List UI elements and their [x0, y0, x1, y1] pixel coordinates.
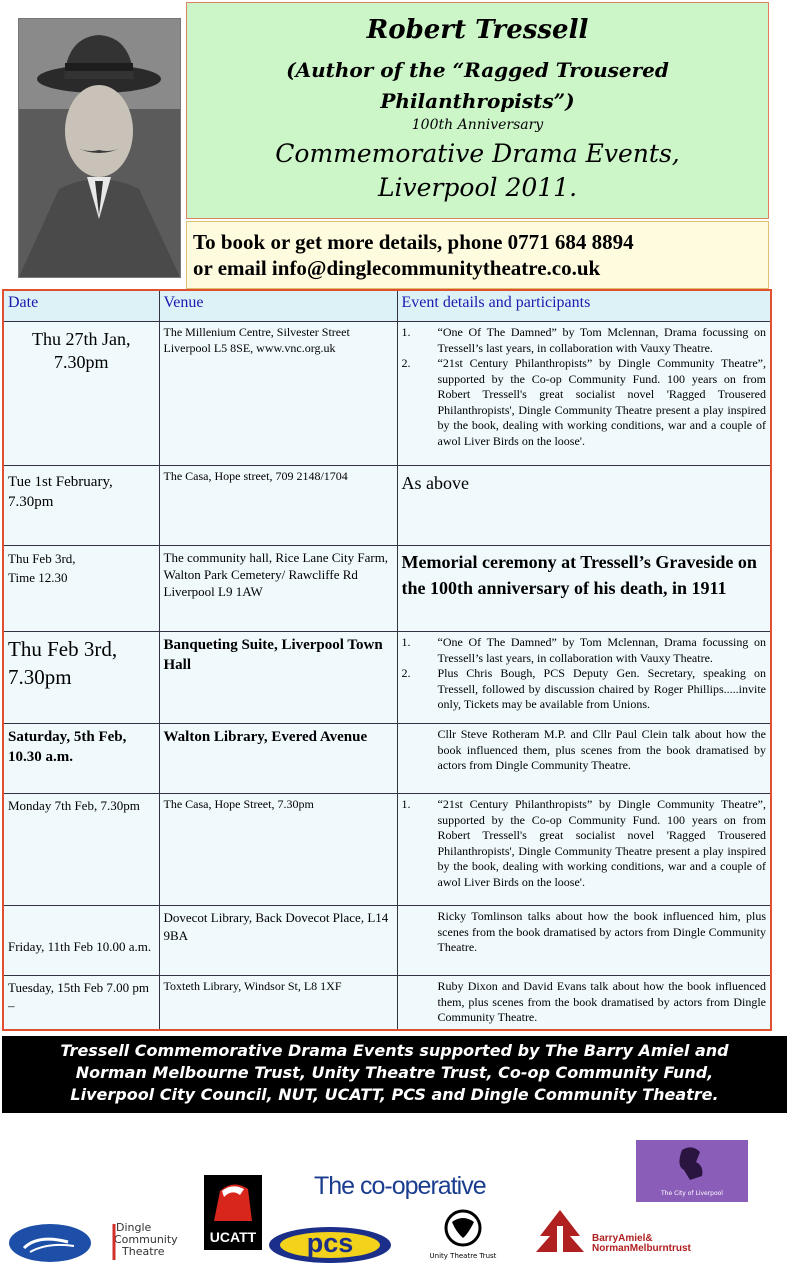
- event-title-line-2: Liverpool 2011.: [377, 173, 578, 202]
- event-date: Tuesday, 15th Feb 7.00 pm –: [3, 976, 159, 1030]
- table-row: [3, 322, 771, 466]
- table-row: [3, 794, 771, 906]
- event-details: Ruby Dixon and David Evans talk about how the book influenced them, plus scenes from the book dramatised by actors from Dingle Community Theatre.: [397, 976, 771, 1030]
- event-details: Ricky Tomlinson talks about how the book influenced him, plus scenes from the book dramatised by actors from Dingle Community Theatre.: [397, 906, 771, 976]
- column-header-details: Event details and participants: [397, 290, 771, 322]
- event-venue: Walton Library, Evered Avenue: [159, 724, 397, 794]
- event-date: Saturday, 5th Feb, 10.30 a.m.: [3, 724, 159, 794]
- event-title-line-1: Commemorative Drama Events,: [275, 139, 680, 168]
- event-venue: Dovecot Library, Back Dovecot Place, L14 9BA: [159, 906, 397, 976]
- event-venue: Banqueting Suite, Liverpool Town Hall: [159, 632, 397, 724]
- event-details: Memorial ceremony at Tressell’s Graveside on the 100th anniversary of his death, in 1911: [397, 546, 771, 632]
- event-venue: The community hall, Rice Lane City Farm, Walton Park Cemetery/ Rawcliffe Rd Liverpool L9 1AW: [159, 546, 397, 632]
- page-title: Robert Tressell: [366, 15, 589, 45]
- sponsors-banner: [2, 1036, 787, 1113]
- event-details: [397, 322, 771, 466]
- title-banner: [186, 2, 769, 219]
- column-header-venue: Venue: [159, 290, 397, 322]
- coop-logo[interactable]: The co-operative: [314, 1172, 486, 1200]
- event-date: Monday 7th Feb, 7.30pm: [3, 794, 159, 906]
- event-date: Thu Feb 3rd, 7.30pm: [3, 632, 159, 724]
- subtitle-line-1: (Author of the “Ragged Trousered: [286, 58, 669, 82]
- event-details: [397, 794, 771, 906]
- event-venue: The Millenium Centre, Silvester Street Liverpool L5 8SE, www.vnc.org.uk: [159, 322, 397, 466]
- column-header-date: Date: [3, 290, 159, 322]
- event-details: [397, 632, 771, 724]
- city-of-liverpool-logo[interactable]: The City of Liverpool: [636, 1140, 748, 1202]
- sponsors-line-1: Tressell Commemorative Drama Events supported by The Barry Amiel and: [60, 1041, 729, 1060]
- list-item: 1. “One Of The Damned” by Tom Mclennan, Drama focussing on Tressell’s last years, in collaboration with Vauxy Theatre.: [401, 325, 766, 355]
- event-date: Tue 1st February, 7.30pm: [3, 466, 159, 546]
- table-row: [3, 546, 771, 632]
- table-header-row: [3, 290, 771, 322]
- dingle-theatre-logo[interactable]: Dingle Community Theatre: [114, 1221, 178, 1258]
- event-venue: Toxteth Library, Windsor St, L8 1XF: [159, 976, 397, 1030]
- event-date: Friday, 11th Feb 10.00 a.m.: [3, 906, 159, 976]
- list-item: 1. “21st Century Philanthropists” by Dingle Community Theatre”, supported by the Co-op Community Fund. 100 years on from Robert Tressell's great socialist novel 'Ragged Trousered Philanthropists', Dingle Community Theatre present a play inspired by the book, dealing with working conditions, war and a couple of awol Liver Birds on the loose'.: [401, 797, 766, 889]
- contact-banner: [186, 221, 769, 289]
- subtitle-line-2: Philanthropists”): [380, 89, 575, 113]
- event-venue: The Casa, Hope street, 709 2148/1704: [159, 466, 397, 546]
- sponsors-line-3: Liverpool City Council, NUT, UCATT, PCS and Dingle Community Theatre.: [70, 1085, 719, 1104]
- table-row: [3, 466, 771, 546]
- table-row: [3, 906, 771, 976]
- contact-phone[interactable]: To book or get more details, phone 0771 684 8894: [193, 230, 634, 254]
- union-oval-logo[interactable]: [8, 1222, 93, 1264]
- event-venue: The Casa, Hope Street, 7.30pm: [159, 794, 397, 906]
- list-item: 2. “21st Century Philanthropists” by Dingle Community Theatre”, supported by the Co-op Community Fund. 100 years on from Robert Tressell's great socialist novel 'Ragged Trousered Philanthropists', Dingle Community Theatre present a play inspired by the book, dealing with working conditions, war and a couple of awol Liver Birds on the loose'.: [401, 356, 766, 448]
- list-item: 1. “One Of The Damned” by Tom Mclennan, Drama focussing on Tressell’s last years, in collaboration with Vauxy Theatre.: [401, 635, 766, 665]
- table-row: [3, 632, 771, 724]
- contact-email[interactable]: or email info@dinglecommunitytheatre.co.uk: [193, 256, 601, 280]
- events-table: [2, 289, 772, 1031]
- event-date: Thu Feb 3rd, Time 12.30: [3, 546, 159, 632]
- event-details: Cllr Steve Rotheram M.P. and Cllr Paul Clein talk about how the book influenced them, plus scenes from the book dramatised by actors from Dingle Community Theatre.: [397, 724, 771, 794]
- barry-amiel-trust-logo[interactable]: BarryAmiel& NormanMelburntrust: [530, 1206, 740, 1258]
- event-date: Thu 27th Jan, 7.30pm: [3, 322, 159, 466]
- anniversary-label: 100th Anniversary: [411, 117, 544, 133]
- ucatt-logo[interactable]: UCATT: [204, 1175, 262, 1250]
- pcs-logo[interactable]: pcs: [268, 1226, 392, 1264]
- list-item: 2. Plus Chris Bough, PCS Deputy Gen. Secretary, speaking on Tressell, followed by discussion chaired by Roger Phillips.....invite only, Tickets may be available from Unions.: [401, 666, 766, 711]
- author-portrait-photo: [18, 18, 181, 278]
- event-details: As above: [397, 466, 771, 546]
- unity-theatre-trust-logo[interactable]: Unity Theatre Trust: [428, 1208, 498, 1264]
- table-row: [3, 976, 771, 1030]
- sponsors-line-2: Norman Melbourne Trust, Unity Theatre Trust, Co-op Community Fund,: [75, 1063, 714, 1082]
- table-row: [3, 724, 771, 794]
